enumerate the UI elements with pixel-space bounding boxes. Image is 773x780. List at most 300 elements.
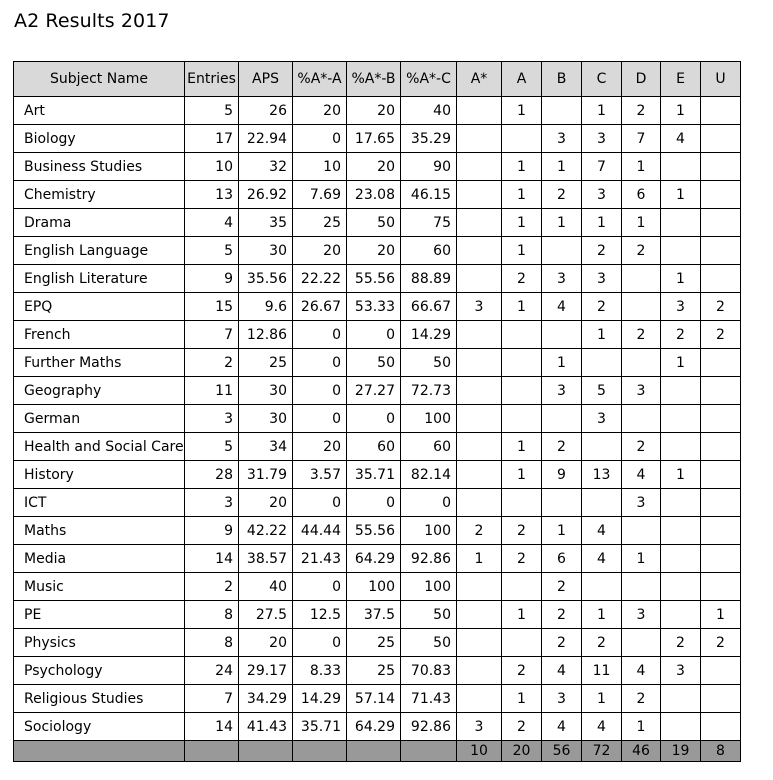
grade-a-cell [502,405,542,433]
subject-name-cell: Media [14,545,185,573]
pct-astar-b-cell: 55.56 [347,265,401,293]
entries-cell: 5 [185,237,239,265]
grade-e-cell: 1 [661,97,701,125]
grade-e-cell: 1 [661,349,701,377]
grade-e-cell [661,377,701,405]
grade-u-cell [701,153,741,181]
pct-astar-a-cell: 26.67 [293,293,347,321]
grade-d-cell: 7 [622,125,661,153]
grade-d-cell: 4 [622,657,661,685]
entries-cell: 2 [185,573,239,601]
table-row [14,125,741,153]
subject-name-cell: PE [14,601,185,629]
grade-astar-cell [457,601,502,629]
total-g-d-cell: 46 [622,741,661,762]
grade-d-cell [622,517,661,545]
totals-empty-cell [293,741,347,762]
grade-astar-cell: 3 [457,713,502,741]
subject-name-cell: Sociology [14,713,185,741]
grade-u-cell [701,97,741,125]
table-row [14,237,741,265]
pct-astar-c-cell: 66.67 [401,293,457,321]
header-grade-a: A [502,62,542,97]
pct-astar-b-cell: 20 [347,153,401,181]
aps-cell: 30 [239,237,293,265]
grade-u-cell [701,573,741,601]
subject-name-cell: Art [14,97,185,125]
grade-b-cell: 9 [542,461,582,489]
grade-a-cell: 1 [502,237,542,265]
pct-astar-b-cell: 17.65 [347,125,401,153]
pct-astar-b-cell: 50 [347,209,401,237]
grade-astar-cell [457,489,502,517]
grade-b-cell [542,489,582,517]
grade-u-cell [701,461,741,489]
grade-astar-cell: 2 [457,517,502,545]
grade-c-cell: 2 [582,237,622,265]
grade-e-cell: 3 [661,293,701,321]
entries-cell: 15 [185,293,239,321]
grade-b-cell [542,97,582,125]
header-subject-name: Subject Name [14,62,185,97]
grade-c-cell: 3 [582,405,622,433]
pct-astar-c-cell: 0 [401,489,457,517]
pct-astar-b-cell: 64.29 [347,545,401,573]
grade-b-cell: 2 [542,433,582,461]
grade-d-cell: 3 [622,601,661,629]
subject-name-cell: Health and Social Care [14,433,185,461]
grade-b-cell [542,237,582,265]
grade-a-cell: 2 [502,657,542,685]
grade-a-cell [502,629,542,657]
grade-b-cell: 2 [542,573,582,601]
entries-cell: 4 [185,209,239,237]
grade-c-cell: 1 [582,601,622,629]
grade-a-cell: 1 [502,209,542,237]
grade-b-cell [542,405,582,433]
pct-astar-a-cell: 20 [293,237,347,265]
grade-a-cell [502,321,542,349]
pct-astar-b-cell: 25 [347,629,401,657]
grade-a-cell: 2 [502,545,542,573]
pct-astar-b-cell: 20 [347,237,401,265]
aps-cell: 9.6 [239,293,293,321]
pct-astar-c-cell: 100 [401,517,457,545]
table-row [14,405,741,433]
grade-d-cell: 4 [622,461,661,489]
aps-cell: 30 [239,377,293,405]
aps-cell: 42.22 [239,517,293,545]
pct-astar-b-cell: 25 [347,657,401,685]
grade-d-cell [622,629,661,657]
grade-u-cell [701,489,741,517]
grade-b-cell: 2 [542,601,582,629]
pct-astar-b-cell: 0 [347,321,401,349]
grade-c-cell: 1 [582,97,622,125]
grade-c-cell [582,433,622,461]
header-grade-astar: A* [457,62,502,97]
pct-astar-b-cell: 37.5 [347,601,401,629]
aps-cell: 31.79 [239,461,293,489]
pct-astar-a-cell: 8.33 [293,657,347,685]
grade-u-cell [701,433,741,461]
results-body [14,97,741,762]
pct-astar-a-cell: 12.5 [293,601,347,629]
entries-cell: 3 [185,489,239,517]
pct-astar-a-cell: 22.22 [293,265,347,293]
aps-cell: 30 [239,405,293,433]
entries-cell: 17 [185,125,239,153]
grade-astar-cell: 3 [457,293,502,321]
table-row [14,573,741,601]
grade-u-cell [701,181,741,209]
grade-b-cell: 2 [542,181,582,209]
entries-cell: 7 [185,321,239,349]
pct-astar-b-cell: 20 [347,97,401,125]
grade-d-cell: 6 [622,181,661,209]
grade-a-cell: 2 [502,517,542,545]
header-grade-b: B [542,62,582,97]
grade-a-cell [502,125,542,153]
pct-astar-c-cell: 50 [401,349,457,377]
pct-astar-c-cell: 35.29 [401,125,457,153]
grade-b-cell: 4 [542,657,582,685]
pct-astar-c-cell: 46.15 [401,181,457,209]
subject-name-cell: History [14,461,185,489]
grade-c-cell: 13 [582,461,622,489]
aps-cell: 40 [239,573,293,601]
subject-name-cell: Religious Studies [14,685,185,713]
entries-cell: 2 [185,349,239,377]
aps-cell: 22.94 [239,125,293,153]
grade-u-cell [701,349,741,377]
grade-c-cell: 2 [582,629,622,657]
grade-d-cell: 3 [622,489,661,517]
pct-astar-b-cell: 64.29 [347,713,401,741]
grade-e-cell: 4 [661,125,701,153]
grade-a-cell: 1 [502,601,542,629]
pct-astar-c-cell: 60 [401,237,457,265]
grade-b-cell: 6 [542,545,582,573]
grade-e-cell [661,237,701,265]
pct-astar-a-cell: 0 [293,349,347,377]
table-row [14,433,741,461]
totals-empty-cell [14,741,185,762]
grade-d-cell: 3 [622,377,661,405]
grade-d-cell [622,349,661,377]
table-row [14,209,741,237]
pct-astar-b-cell: 55.56 [347,517,401,545]
pct-astar-c-cell: 88.89 [401,265,457,293]
aps-cell: 20 [239,489,293,517]
grade-astar-cell [457,685,502,713]
subject-name-cell: EPQ [14,293,185,321]
grade-astar-cell [457,321,502,349]
pct-astar-b-cell: 53.33 [347,293,401,321]
entries-cell: 11 [185,377,239,405]
grade-a-cell: 1 [502,685,542,713]
aps-cell: 35 [239,209,293,237]
pct-astar-c-cell: 75 [401,209,457,237]
grade-astar-cell [457,573,502,601]
table-row [14,349,741,377]
grade-astar-cell [457,629,502,657]
grade-b-cell: 1 [542,153,582,181]
aps-cell: 32 [239,153,293,181]
grade-c-cell: 5 [582,377,622,405]
subject-name-cell: Further Maths [14,349,185,377]
grade-e-cell: 1 [661,181,701,209]
pct-astar-c-cell: 70.83 [401,657,457,685]
grade-astar-cell [457,405,502,433]
grade-c-cell: 4 [582,517,622,545]
subject-name-cell: Maths [14,517,185,545]
total-g-a-cell: 20 [502,741,542,762]
subject-name-cell: Chemistry [14,181,185,209]
grade-u-cell [701,125,741,153]
grade-a-cell: 1 [502,181,542,209]
entries-cell: 7 [185,685,239,713]
subject-name-cell: English Literature [14,265,185,293]
grade-d-cell: 2 [622,97,661,125]
grade-b-cell: 3 [542,265,582,293]
totals-empty-cell [401,741,457,762]
grade-a-cell: 1 [502,153,542,181]
header-pct-astar-a: %A*-A [293,62,347,97]
results-table [13,61,741,762]
header-aps: APS [239,62,293,97]
pct-astar-b-cell: 23.08 [347,181,401,209]
grade-c-cell [582,349,622,377]
grade-u-cell [701,685,741,713]
grade-c-cell: 1 [582,209,622,237]
grade-astar-cell [457,181,502,209]
grade-b-cell: 1 [542,517,582,545]
subject-name-cell: Physics [14,629,185,657]
totals-row [14,741,741,762]
subject-name-cell: English Language [14,237,185,265]
table-row [14,265,741,293]
grade-e-cell [661,601,701,629]
table-row [14,181,741,209]
grade-astar-cell [457,461,502,489]
pct-astar-c-cell: 60 [401,433,457,461]
grade-b-cell [542,321,582,349]
header-pct-astar-c: %A*-C [401,62,457,97]
grade-c-cell: 1 [582,321,622,349]
grade-b-cell: 1 [542,349,582,377]
grade-c-cell: 3 [582,125,622,153]
pct-astar-a-cell: 10 [293,153,347,181]
table-row [14,461,741,489]
grade-a-cell: 1 [502,433,542,461]
grade-e-cell [661,713,701,741]
grade-astar-cell [457,377,502,405]
grade-d-cell: 1 [622,713,661,741]
table-row [14,377,741,405]
grade-c-cell: 2 [582,293,622,321]
table-row [14,601,741,629]
header-grade-u: U [701,62,741,97]
grade-astar-cell [457,97,502,125]
pct-astar-a-cell: 44.44 [293,517,347,545]
total-g-c-cell: 72 [582,741,622,762]
grade-d-cell: 1 [622,153,661,181]
grade-e-cell [661,573,701,601]
grade-astar-cell: 1 [457,545,502,573]
table-row [14,517,741,545]
pct-astar-a-cell: 0 [293,405,347,433]
pct-astar-c-cell: 92.86 [401,713,457,741]
grade-b-cell: 2 [542,629,582,657]
aps-cell: 41.43 [239,713,293,741]
pct-astar-a-cell: 20 [293,97,347,125]
page-title: A2 Results 2017 [14,10,170,32]
table-row [14,97,741,125]
entries-cell: 14 [185,545,239,573]
grade-astar-cell [457,657,502,685]
grade-u-cell [701,265,741,293]
grade-d-cell [622,293,661,321]
grade-u-cell: 2 [701,629,741,657]
subject-name-cell: Biology [14,125,185,153]
subject-name-cell: ICT [14,489,185,517]
aps-cell: 35.56 [239,265,293,293]
entries-cell: 14 [185,713,239,741]
grade-e-cell [661,545,701,573]
grade-a-cell: 1 [502,461,542,489]
pct-astar-a-cell: 20 [293,433,347,461]
grade-u-cell [701,713,741,741]
pct-astar-c-cell: 50 [401,629,457,657]
pct-astar-b-cell: 0 [347,489,401,517]
grade-d-cell: 2 [622,321,661,349]
header-pct-astar-b: %A*-B [347,62,401,97]
grade-c-cell [582,573,622,601]
grade-d-cell [622,405,661,433]
grade-e-cell [661,433,701,461]
grade-d-cell: 1 [622,209,661,237]
table-row [14,153,741,181]
grade-c-cell: 4 [582,713,622,741]
header-entries: Entries [185,62,239,97]
entries-cell: 9 [185,517,239,545]
grade-u-cell: 2 [701,293,741,321]
grade-b-cell: 3 [542,125,582,153]
grade-c-cell: 11 [582,657,622,685]
table-row [14,489,741,517]
pct-astar-b-cell: 57.14 [347,685,401,713]
grade-b-cell: 1 [542,209,582,237]
totals-empty-cell [347,741,401,762]
grade-e-cell [661,405,701,433]
grade-u-cell [701,545,741,573]
pct-astar-b-cell: 100 [347,573,401,601]
pct-astar-b-cell: 60 [347,433,401,461]
grade-d-cell: 2 [622,237,661,265]
entries-cell: 10 [185,153,239,181]
pct-astar-a-cell: 7.69 [293,181,347,209]
grade-a-cell: 2 [502,265,542,293]
grade-a-cell: 2 [502,713,542,741]
pct-astar-c-cell: 71.43 [401,685,457,713]
grade-astar-cell [457,209,502,237]
subject-name-cell: German [14,405,185,433]
grade-c-cell: 3 [582,181,622,209]
subject-name-cell: Geography [14,377,185,405]
grade-a-cell: 1 [502,97,542,125]
aps-cell: 20 [239,629,293,657]
entries-cell: 8 [185,601,239,629]
pct-astar-a-cell: 0 [293,377,347,405]
pct-astar-b-cell: 0 [347,405,401,433]
pct-astar-b-cell: 27.27 [347,377,401,405]
pct-astar-a-cell: 3.57 [293,461,347,489]
grade-b-cell: 4 [542,713,582,741]
entries-cell: 28 [185,461,239,489]
pct-astar-a-cell: 0 [293,321,347,349]
grade-e-cell: 2 [661,629,701,657]
table-row [14,293,741,321]
total-g-u-cell: 8 [701,741,741,762]
grade-e-cell: 2 [661,321,701,349]
grade-a-cell [502,573,542,601]
grade-d-cell: 2 [622,685,661,713]
table-row [14,657,741,685]
grade-c-cell [582,489,622,517]
grade-e-cell [661,209,701,237]
grade-c-cell: 3 [582,265,622,293]
entries-cell: 5 [185,433,239,461]
pct-astar-c-cell: 14.29 [401,321,457,349]
grade-e-cell [661,489,701,517]
entries-cell: 13 [185,181,239,209]
subject-name-cell: French [14,321,185,349]
aps-cell: 29.17 [239,657,293,685]
grade-e-cell: 1 [661,461,701,489]
total-g-e-cell: 19 [661,741,701,762]
aps-cell: 27.5 [239,601,293,629]
entries-cell: 3 [185,405,239,433]
total-g-astar-cell: 10 [457,741,502,762]
grade-d-cell: 1 [622,545,661,573]
pct-astar-c-cell: 92.86 [401,545,457,573]
pct-astar-a-cell: 0 [293,125,347,153]
grade-u-cell: 1 [701,601,741,629]
pct-astar-c-cell: 100 [401,573,457,601]
table-row [14,629,741,657]
pct-astar-a-cell: 25 [293,209,347,237]
header-grade-c: C [582,62,622,97]
grade-e-cell [661,685,701,713]
pct-astar-a-cell: 21.43 [293,545,347,573]
aps-cell: 34.29 [239,685,293,713]
grade-u-cell: 2 [701,321,741,349]
entries-cell: 9 [185,265,239,293]
header-grade-e: E [661,62,701,97]
table-row [14,685,741,713]
pct-astar-c-cell: 40 [401,97,457,125]
pct-astar-c-cell: 90 [401,153,457,181]
grade-b-cell: 3 [542,685,582,713]
table-row [14,713,741,741]
grade-a-cell [502,377,542,405]
grade-d-cell [622,265,661,293]
pct-astar-c-cell: 50 [401,601,457,629]
aps-cell: 34 [239,433,293,461]
grade-u-cell [701,237,741,265]
pct-astar-c-cell: 72.73 [401,377,457,405]
